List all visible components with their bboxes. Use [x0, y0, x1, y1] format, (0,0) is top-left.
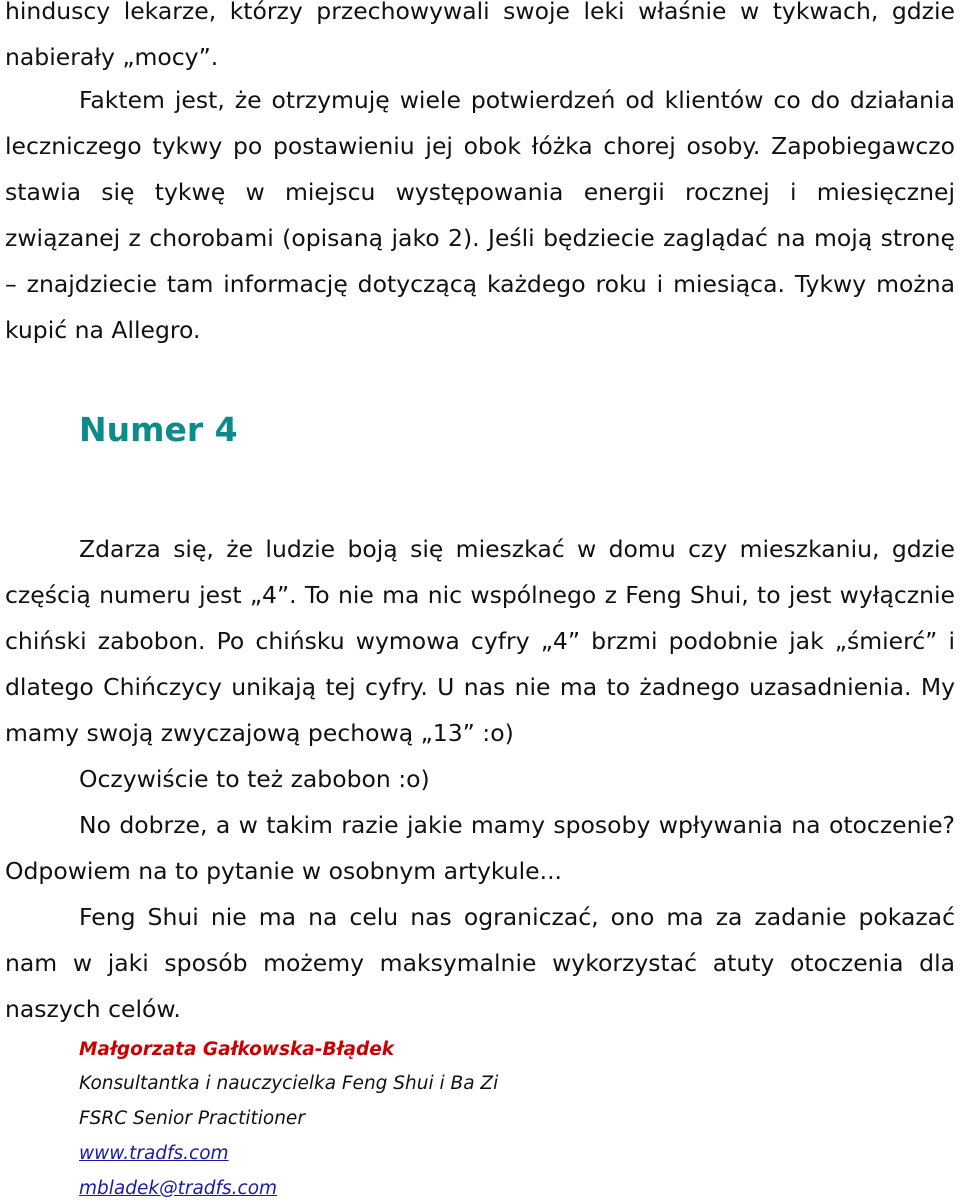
paragraph-number-4-superstition: Zdarza się, że ludzie boją się mieszkać w domu czy mieszkaniu, gdzie częścią numeru jest „4”. To nie ma nic wspólnego z Feng Shui, to jest wyłącznie chiński zabobon. Po chińsku wymowa cyfry „4” brzmi podobnie jak „śmierć” i dlatego Chińczycy unikają tej cyfry. U nas nie ma to żadnego uzasadnienia. My mamy swoją zwyczajową pechową „13” :o) — [5, 535, 955, 747]
paragraph-feng-shui-purpose: Feng Shui nie ma na celu nas ograniczać, ono ma za zadanie pokazać nam w jaki sposób możemy maksymalnie wykorzystać atuty otoczenia dla naszych celów. — [5, 903, 955, 1023]
email-link[interactable]: mbladek@tradfs.com — [79, 1178, 278, 1199]
paragraph-also-superstition: Oczywiście to też zabobon :o) — [79, 765, 430, 793]
section-heading-number-4: Numer 4 — [79, 410, 238, 449]
author-name: Małgorzata Gałkowska-Błądek — [79, 1039, 395, 1060]
author-role: Konsultantka i nauczycielka Feng Shui i Ba Zi — [79, 1073, 499, 1094]
paragraph-intro-continuation: hinduscy lekarze, którzy przechowywali swoje leki właśnie w tykwach, gdzie nabierały „mocy”. — [5, 0, 955, 71]
author-certification: FSRC Senior Practitioner — [79, 1108, 305, 1129]
website-link[interactable]: www.tradfs.com — [79, 1143, 229, 1164]
paragraph-influence-question: No dobrze, a w takim razie jakie mamy sposoby wpływania na otoczenie? Odpowiem na to pytanie w osobnym artykule... — [5, 811, 955, 885]
paragraph-gourd-healing: Faktem jest, że otrzymuję wiele potwierdzeń od klientów co do działania leczniczego tykwy po postawieniu jej obok łóżka chorej osoby. Zapobiegawczo stawia się tykwę w miejscu występowania energii rocznej i miesięcznej związanej z chorobami (opisaną jako 2). Jeśli będziecie zaglądać na moją stronę – znajdziecie tam informację dotyczącą każdego roku i miesiąca. Tykwy można kupić na Allegro. — [5, 86, 955, 344]
